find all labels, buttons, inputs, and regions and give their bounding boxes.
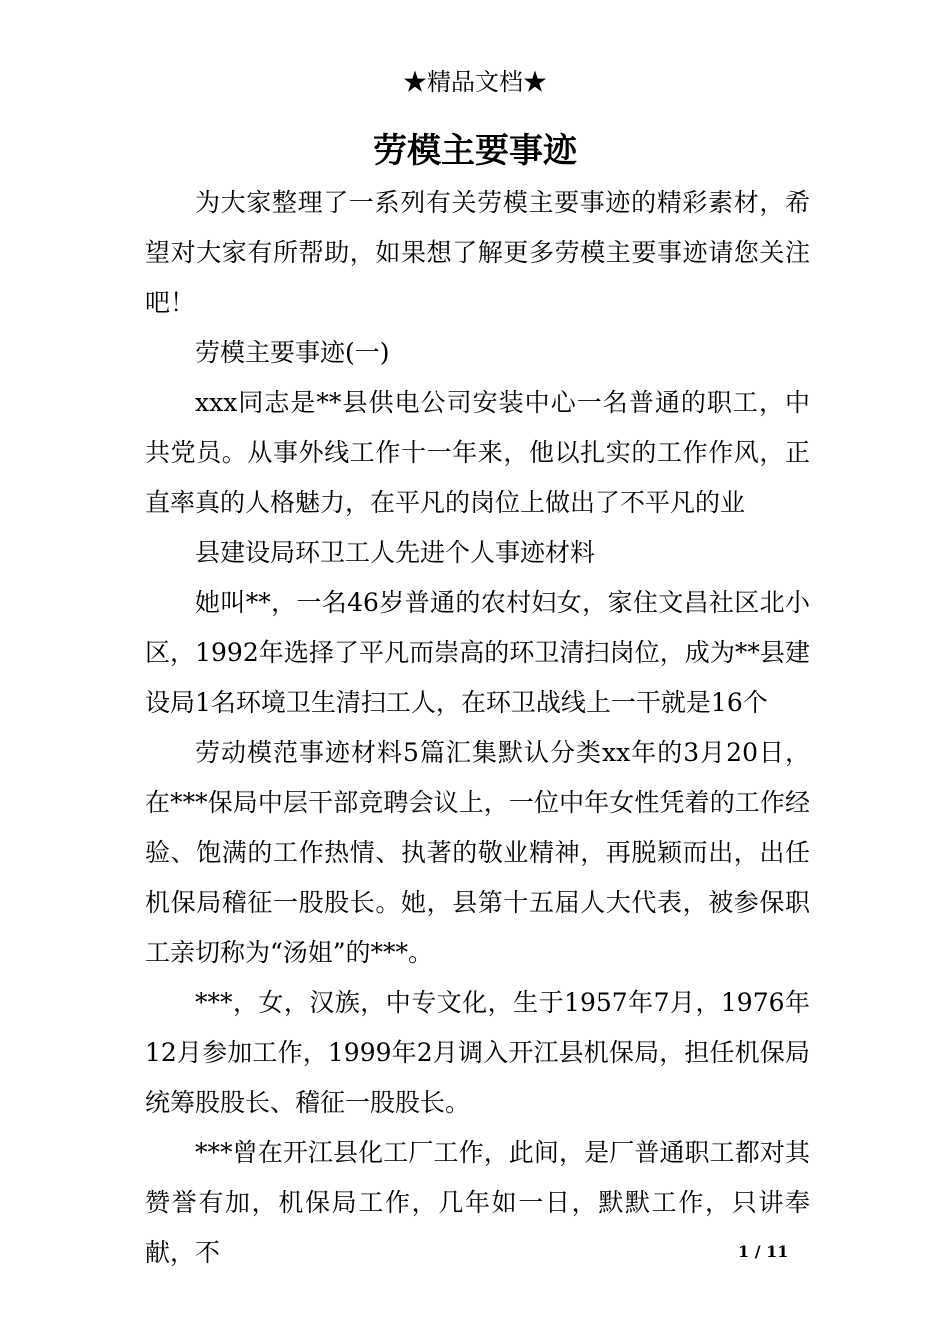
- body-paragraph: ***，女，汉族，中专文化，生于1957年7月，1976年12月参加工作，1999年2月调入开江县机保局，担任机保局统筹股股长、稽征一股股长。: [145, 988, 810, 1117]
- intro-paragraph: 为大家整理了一系列有关劳模主要事迹的精彩素材，希望对大家有所帮助，如果想了解更多劳模主要事迹请您关注吧！: [145, 188, 810, 317]
- body-paragraph: 她叫**，一名46岁普通的农村妇女，家住文昌社区北小区，1992年选择了平凡而崇高的环卫清扫岗位，成为**县建设局1名环境卫生清扫工人，在环卫战线上一干就是16个: [145, 588, 810, 717]
- body-paragraph: 劳动模范事迹材料5篇汇集默认分类xx年的3月20日，在***保局中层干部竞聘会议上，一位中年女性凭着的工作经验、饱满的工作热情、执著的敬业精神，再脱颖而出，出任机保局稽征一股股长。她，县第十五届人大代表，被参保职工亲切称为“汤姐”的***。: [145, 738, 810, 967]
- page-header: ★精品文档★: [403, 68, 547, 96]
- document-body: [145, 178, 810, 1278]
- document-title: 劳模主要事迹: [373, 131, 577, 171]
- body-paragraph: xxx同志是**县供电公司安装中心一名普通的职工，中共党员。从事外线工作十一年来，他以扎实的工作作风，正直率真的人格魅力，在平凡的岗位上做出了不平凡的业: [145, 388, 810, 517]
- body-paragraph: ***曾在开江县化工厂工作，此间，是厂普通职工都对其赞誉有加，机保局工作，几年如一日，默默工作，只讲奉献，不: [145, 1138, 810, 1267]
- section-heading: 县建设局环卫工人先进个人事迹材料: [195, 538, 596, 567]
- page-number: 1 / 11: [738, 1242, 789, 1261]
- section-heading: 劳模主要事迹(一): [195, 338, 390, 367]
